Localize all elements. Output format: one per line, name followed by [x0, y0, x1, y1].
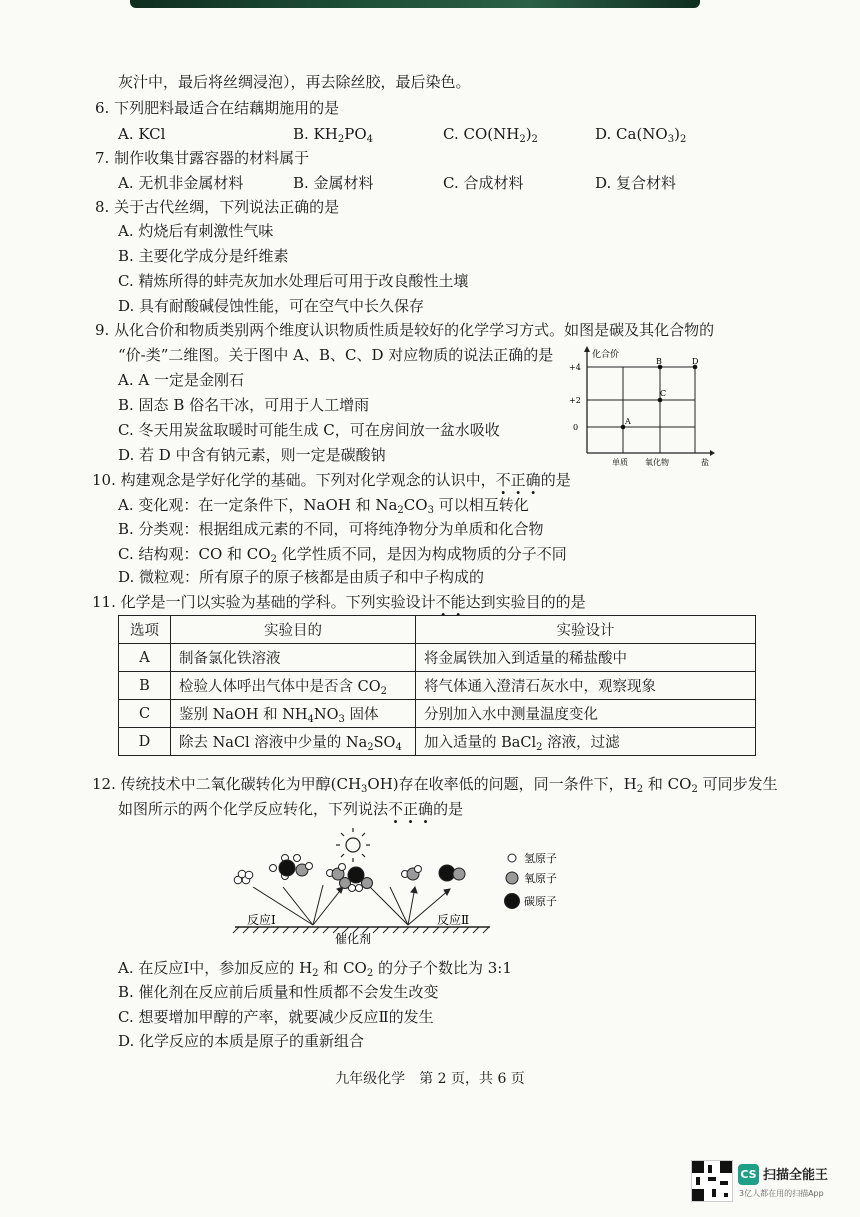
q8-stem: 8. 关于古代丝绸，下列说法正确的是: [95, 198, 340, 216]
legend-carbon-label: 碳原子: [524, 895, 557, 908]
legend-carbon-icon: [505, 894, 520, 909]
q7-option-b: B. 金属材料: [293, 174, 374, 192]
page-footer: 九年级化学 第 2 页，共 6 页: [335, 1071, 525, 1087]
header-design: 实验设计: [416, 616, 756, 644]
chart-y-arrow: [584, 346, 590, 352]
xtick-elemental: 单质: [612, 458, 628, 467]
q7-option-a: A. 无机非金属材料: [118, 174, 244, 192]
q9-option-b: B. 固态 B 俗名干冰，可用于人工增雨: [118, 396, 370, 414]
molecule-co: [439, 865, 465, 881]
table-row: C 鉴别 NaOH 和 $NH_4NO_3$ 固体 分别加入水中测量温度变化: [119, 700, 756, 728]
legend-hydrogen-label: 氢原子: [524, 852, 557, 865]
q8-option-d: D. 具有耐酸碱侵蚀性能，可在空气中长久保存: [118, 297, 425, 315]
camscanner-logo: CS: [738, 1164, 759, 1185]
table-row: A 制备氯化铁溶液 将金属铁加入到适量的稀盐酸中: [119, 644, 756, 672]
molecule-h2-pair: [349, 885, 363, 892]
chart-x-arrow: [710, 450, 715, 456]
legend-oxygen-icon: [506, 872, 518, 884]
q10-option-c: C. 结构观：CO 和 $CO_2$ 化学性质不同，是因为构成物质的分子不同: [118, 545, 567, 565]
q12-option-c: C. 想要增加甲醇的产率，就要减少反应Ⅱ的发生: [118, 1008, 434, 1026]
q9-option-d: D. 若 D 中含有钠元素，则一定是碳酸钠: [118, 446, 386, 464]
catalyst-label: 催化剂: [335, 932, 372, 946]
legend: [505, 854, 520, 909]
ytick-plus2: +2: [569, 396, 581, 405]
q10-stem: 10. 构建观念是学好化学的基础。下列对化学观念的认识中，不正确的是: [92, 471, 571, 489]
table-header-row: [119, 616, 756, 644]
ytick-0: 0: [573, 423, 579, 432]
q6-option-a: A. KCl: [118, 125, 166, 143]
q12-stem-line2: 如图所示的两个化学反应转化，下列说法不正确的是: [118, 800, 464, 818]
camscanner-title: 扫描全能王: [763, 1168, 829, 1183]
q9-stem-line1: 9. 从化合价和物质类别两个维度认识物质性质是较好的化学学习方式。如图是碳及其化合物的: [95, 321, 715, 339]
label-d: D: [692, 357, 699, 366]
q7-stem: 7. 制作收集甘露容器的材料属于: [95, 149, 310, 167]
q12-option-d: D. 化学反应的本质是原子的重新组合: [118, 1032, 365, 1050]
intro-tail: 灰汁中，最后将丝绸浸泡），再去除丝胶，最后染色。: [118, 73, 471, 91]
q9-option-a: A. A 一定是金刚石: [118, 371, 244, 389]
q6-option-b: B. $KH_2PO_4$: [293, 125, 373, 145]
q8-option-c: C. 精炼所得的蚌壳灰加水处理后可用于改良酸性土壤: [118, 272, 469, 290]
legend-hydrogen-icon: [508, 854, 516, 862]
q10-option-d: D. 微粒观：所有原子的原子核都是由质子和中子构成的: [118, 568, 485, 586]
legend-oxygen-label: 氧原子: [524, 872, 557, 885]
q10-option-b: B. 分类观：根据组成元素的不同，可将纯净物分为单质和化合物: [118, 520, 544, 538]
label-c: C: [660, 389, 667, 398]
q8-option-b: B. 主要化学成分是纤维素: [118, 247, 289, 265]
header-option: 选项: [119, 616, 171, 644]
qr-code-icon: [691, 1160, 733, 1202]
table-row: D 除去 NaCl 溶液中少量的 $Na_2SO_4$ 加入适量的 BaCl$_2$ 溶液，过滤: [119, 728, 756, 756]
reaction1-label: 反应Ⅰ: [247, 913, 276, 927]
molecule-methanol: [270, 855, 313, 880]
label-b: B: [656, 357, 662, 366]
q7-option-d: D. 复合材料: [595, 174, 677, 192]
q11-stem: 11. 化学是一门以实验为基础的学科。下列实验设计不能达到实验目的的是: [92, 593, 586, 611]
xtick-salt: 盐: [701, 458, 709, 467]
q8-option-a: A. 灼烧后有刺激性气味: [118, 222, 274, 240]
q12-option-a: A. 在反应Ⅰ中，参加反应的 $H_2$ 和 $CO_2$ 的分子个数比为 3:1: [118, 959, 512, 979]
molecule-water-2: [402, 866, 422, 881]
q9-stem-line2: “价-类”二维图。关于图中 A、B、C、D 对应物质的说法正确的是: [118, 346, 554, 364]
q6-option-c: C. $CO(NH_2)_2$: [443, 125, 538, 145]
chart-ylabel: 化合价: [592, 350, 620, 360]
molecule-co2-center: [340, 867, 373, 889]
reaction2-label: 反应Ⅱ: [437, 913, 470, 927]
q12-stem-line1: 12. 传统技术中二氧化碳转化为甲醇$(CH_3OH)$存在收率低的问题，同一条件下，$H_2$ 和 $CO_2$ 可同步发生: [92, 775, 778, 795]
q6-stem: 6. 下列肥料最适合在结藕期施用的是: [95, 99, 340, 117]
q7-option-c: C. 合成材料: [443, 174, 524, 192]
q12-option-b: B. 催化剂在反应前后质量和性质都不会发生改变: [118, 983, 439, 1001]
xtick-oxide: 氧化物: [645, 458, 669, 467]
valence-class-chart: [565, 345, 715, 467]
header-purpose: 实验目的: [171, 616, 416, 644]
page-top-edge: [130, 0, 700, 8]
reaction-diagram: [225, 825, 615, 950]
molecule-hydrogen: [234, 870, 253, 884]
label-a: A: [625, 417, 631, 426]
ytick-plus4: +4: [569, 363, 581, 372]
sun-icon: [336, 828, 370, 862]
q11-options-table: [118, 615, 756, 756]
table-row: B 检验人体呼出气体中是否含 $CO_2$ 将气体通入澄清石灰水中，观察现象: [119, 672, 756, 700]
q6-option-d: D. $Ca(NO_3)_2$: [595, 125, 687, 145]
q9-option-c: C. 冬天用炭盆取暖时可能生成 C，可在房间放一盆水吸收: [118, 421, 500, 439]
point-c: [658, 398, 663, 403]
camscanner-subtitle: 3亿人都在用的扫描App: [739, 1189, 824, 1198]
q10-option-a: A. 变化观：在一定条件下，NaOH 和 $Na_2CO_3$ 可以相互转化: [118, 496, 529, 516]
